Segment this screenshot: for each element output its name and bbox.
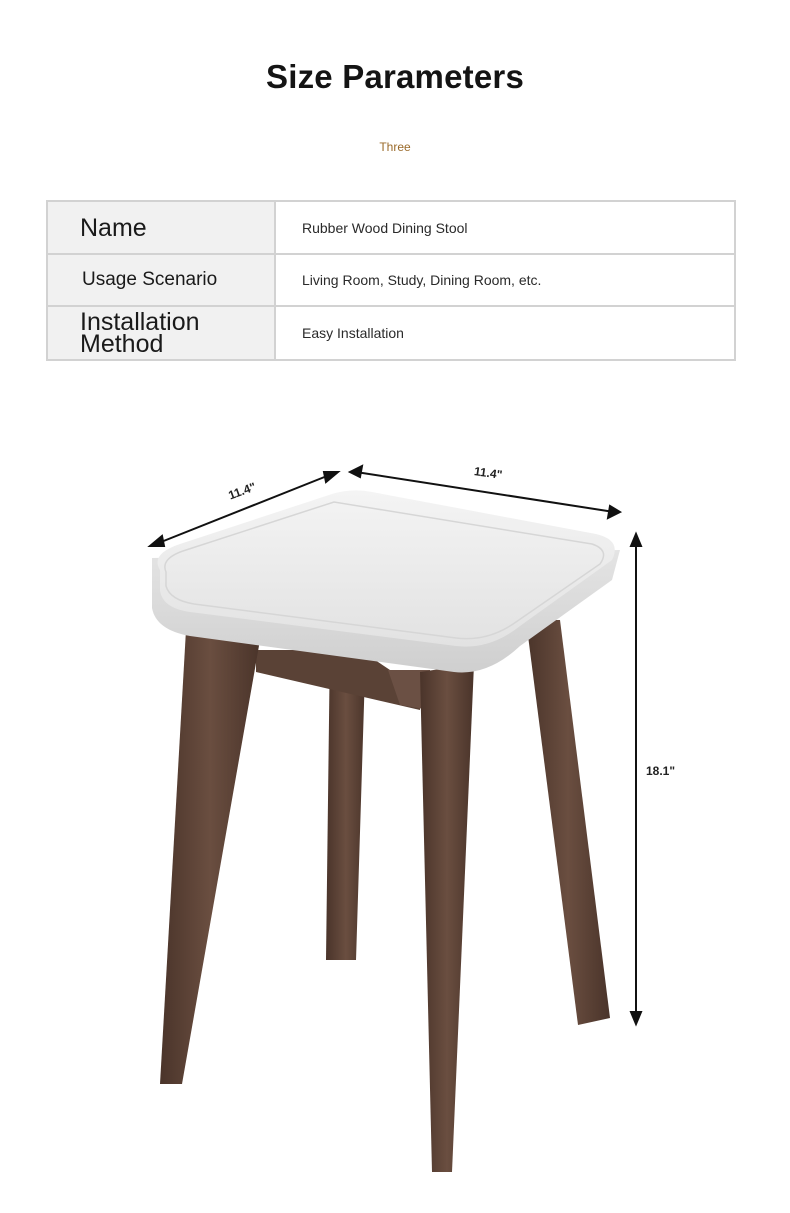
table-row: [47, 306, 735, 360]
stool-back-leg: [526, 620, 610, 1025]
page-subtitle: Three: [379, 140, 411, 154]
param-label-usage: Usage Scenario: [47, 254, 275, 306]
stool-front-leg: [160, 630, 260, 1084]
stool-front-leg: [420, 664, 474, 1172]
depth-dimension-label: 11.4": [226, 479, 258, 503]
stool-illustration: [0, 440, 790, 1208]
param-label-installation: Installation Method: [47, 306, 275, 360]
width-dimension-label: 11.4": [473, 464, 504, 482]
param-value-usage: Living Room, Study, Dining Room, etc.: [275, 254, 735, 306]
stool-image: [0, 440, 790, 1208]
table-row: [47, 254, 735, 306]
param-value-name: Rubber Wood Dining Stool: [275, 201, 735, 254]
height-dimension-arrow: [631, 534, 641, 1024]
height-dimension-label: 18.1": [646, 764, 676, 778]
param-label-name: Name: [47, 201, 275, 254]
table-row: [47, 201, 735, 254]
param-value-installation: Easy Installation: [275, 306, 735, 360]
parameters-table: [46, 200, 736, 361]
page-title: Size Parameters: [266, 58, 524, 95]
